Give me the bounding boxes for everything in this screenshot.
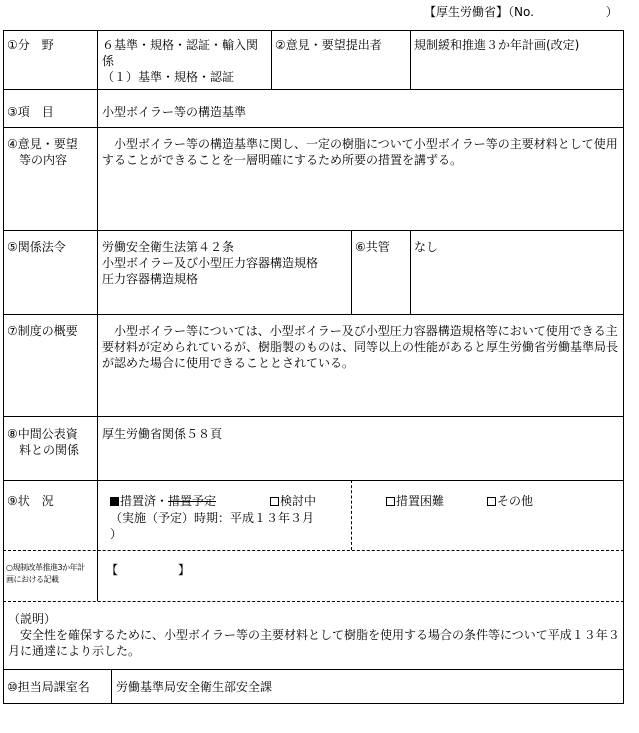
status-option-under-review: 検討中 xyxy=(270,493,316,509)
field-value-reform-plan: 【 】 xyxy=(106,563,191,577)
field-value-item: 小型ボイラー等の構造基準 xyxy=(102,105,247,119)
field-value-interim-material: 厚生労働省関係５８頁 xyxy=(102,427,223,441)
unchecked-box-icon xyxy=(386,497,395,506)
status-option-difficult: 措置困難 xyxy=(386,493,444,509)
field-label-item: ③項 目 xyxy=(7,105,54,119)
field-label-joint-jurisdiction: ⑥共管 xyxy=(355,240,390,254)
status-option-other: その他 xyxy=(487,493,533,509)
field-label-requester: ②意見・要望提出者 xyxy=(275,38,382,52)
field-value-request-content: 小型ボイラー等の構造基準に関し、一定の樹脂について小型ボイラー等の主要材料として使用することができることを一層明確にするため所要の措置を講ずる。 xyxy=(102,137,618,167)
unchecked-box-icon xyxy=(270,497,279,506)
unchecked-box-icon xyxy=(487,497,496,506)
field-label-request-content: ④意見・要望 等の内容 xyxy=(7,137,78,167)
field-label-category: ①分 野 xyxy=(7,38,54,52)
field-value-category: ６基準・規格・認証・輸入関係 （１）基準・規格・認証 xyxy=(102,38,259,84)
status-timing: （実施（予定）時期：平成１３年３月 ） xyxy=(110,511,315,541)
field-value-system-overview: 小型ボイラー等については、小型ボイラー及び小型圧力容器構造規格等において使用できる主要材料が定められているが、樹脂製のものは、同等以上の性能があると厚生労働省労働基準局長が認めた場合に使用できることとされている。 xyxy=(102,324,619,370)
checked-box-icon xyxy=(110,497,119,506)
field-label-status: ⑨状 況 xyxy=(7,494,54,508)
explanation-body: 安全性を確保するために、小型ボイラー等の主要材料として樹脂を使用する場合の条件等について平成１３年３月に通達により示した。 xyxy=(8,628,620,658)
field-value-requester: 規制緩和推進３か年計画(改定) xyxy=(414,38,580,52)
explanation-heading: （説明） xyxy=(8,612,57,626)
field-label-system-overview: ⑦制度の概要 xyxy=(7,324,78,338)
field-label-responsible-office: ⑩担当局課室名 xyxy=(7,680,90,694)
field-value-related-laws: 労働安全衛生法第４２条 小型ボイラー及び小型圧力容器構造規格 圧力容器構造規格 xyxy=(102,240,319,286)
status-option-implemented: 措置済・措置予定 xyxy=(110,493,216,509)
field-label-reform-plan: ○規制改革推進3か年計 画における記載 xyxy=(6,563,85,584)
strikethrough-planned: 措置予定 xyxy=(168,494,217,508)
ministry-header: 【厚生労働省】（No. ） xyxy=(424,5,618,19)
field-value-joint-jurisdiction: なし xyxy=(414,240,439,254)
field-label-related-laws: ⑤関係法令 xyxy=(7,240,66,254)
field-label-interim-material: ⑧中間公表資 料との関係 xyxy=(7,427,80,457)
field-value-responsible-office: 労働基準局安全衛生部安全課 xyxy=(116,680,273,694)
